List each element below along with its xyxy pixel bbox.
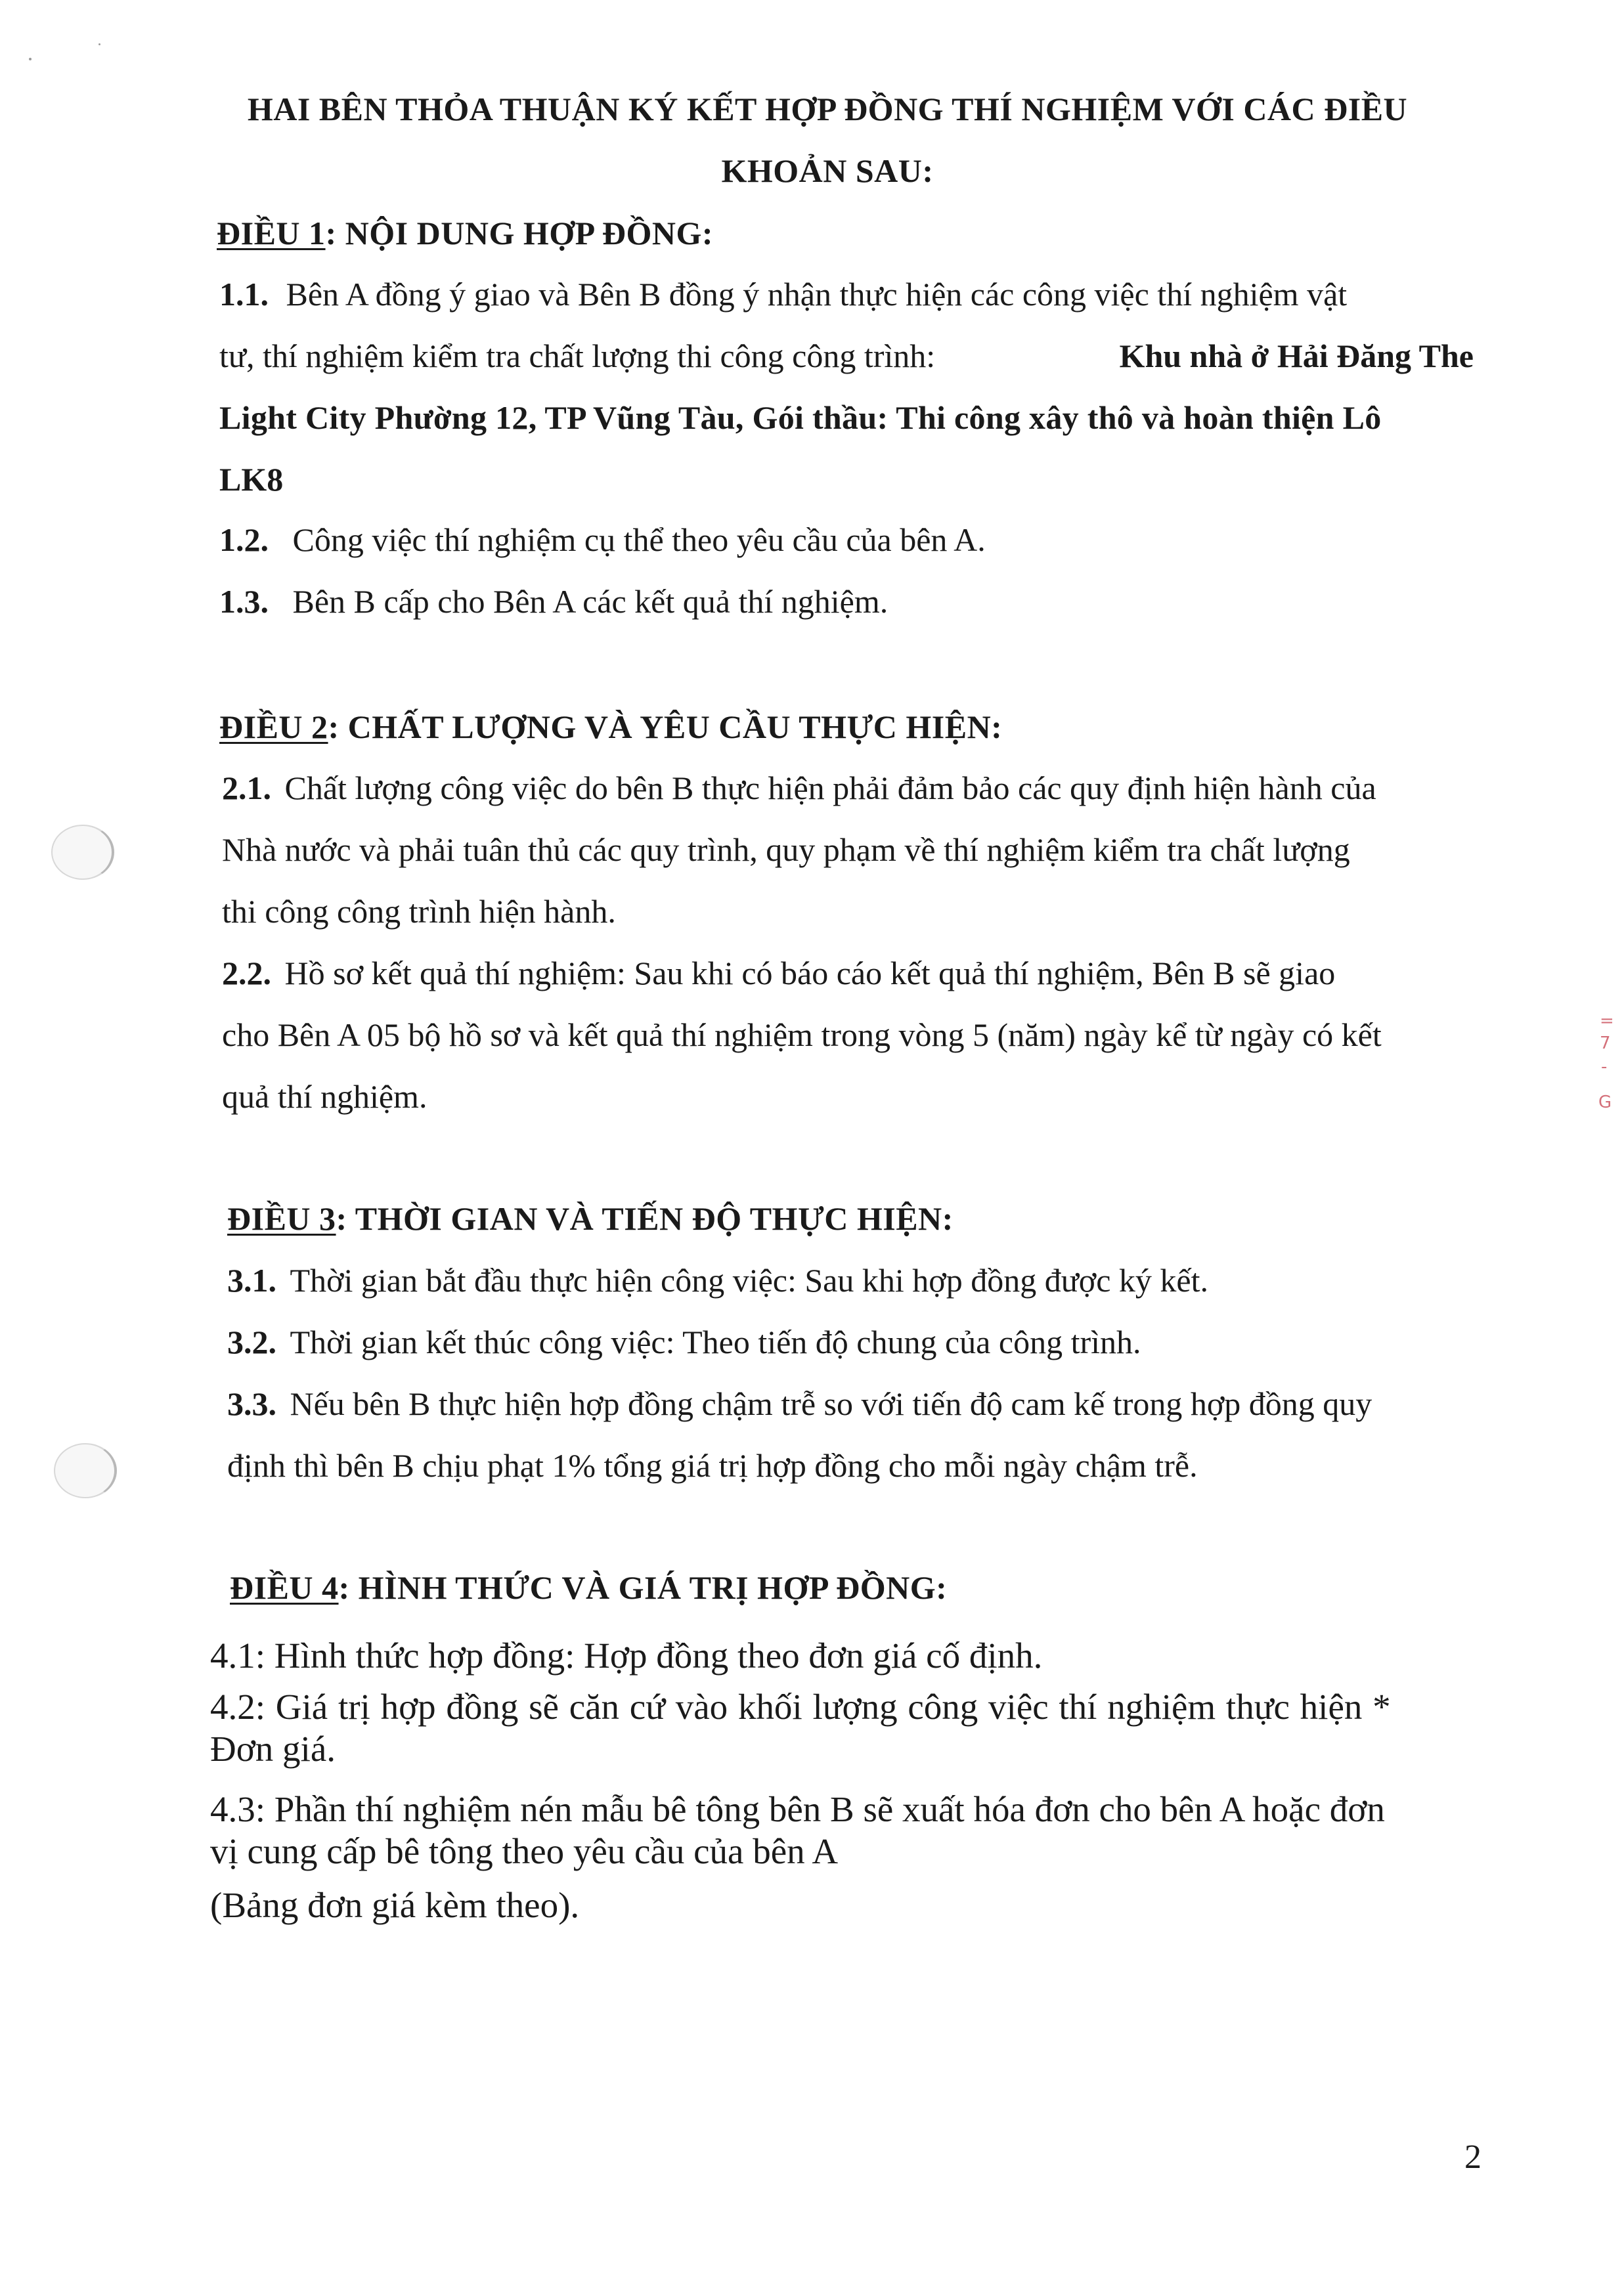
clause-text: Thời gian bắt đầu thực hiện công việc: Sau khi hợp đồng được ký kết.	[290, 1262, 1209, 1299]
clause-4-3-line-3: (Bảng đơn giá kèm theo).	[210, 1885, 580, 1925]
clause-4-2-line-1: 4.2: Giá trị hợp đồng sẽ căn cứ vào khối lượng công việc thí nghiệm thực hiện *	[210, 1687, 1391, 1727]
clause-number: 1.2.	[219, 521, 269, 558]
clause-4-3-line-2: vị cung cấp bê tông theo yêu cầu của bên A	[210, 1831, 839, 1871]
clause-text: Bên B cấp cho Bên A các kết quả thí nghiệm.	[292, 583, 889, 620]
clause-text: Hồ sơ kết quả thí nghiệm: Sau khi có báo cáo kết quả thí nghiệm, Bên B sẽ giao	[284, 955, 1336, 991]
punch-hole-bottom	[54, 1443, 117, 1498]
article-1-heading	[217, 213, 713, 253]
article-2-title: : CHẤT LƯỢNG VÀ YÊU CẦU THỰC HIỆN:	[328, 708, 1003, 745]
clause-text: tư, thí nghiệm kiểm tra chất lượng thi công công trình:	[219, 337, 936, 374]
clause-1-2	[219, 520, 986, 559]
clause-3-3-line-1	[227, 1384, 1372, 1423]
clause-4-1: 4.1: Hình thức hợp đồng: Hợp đồng theo đơn giá cố định.	[210, 1635, 1043, 1676]
clause-1-1-line-1	[219, 274, 1347, 314]
clause-1-3	[219, 582, 888, 621]
article-3-heading	[227, 1199, 954, 1238]
clause-1-1-line-3: Light City Phường 12, TP Vũng Tàu, Gói thầu: Thi công xây thô và hoàn thiện Lô	[219, 399, 1382, 436]
margin-stamp-mark: G	[1598, 1093, 1612, 1112]
clause-2-2-line-2: cho Bên A 05 bộ hồ sơ và kết quả thí nghiệm trong vòng 5 (năm) ngày kể từ ngày có kết	[222, 1016, 1382, 1053]
clause-3-3-line-2: định thì bên B chịu phạt 1% tổng giá trị hợp đồng cho mỗi ngày chậm trễ.	[227, 1447, 1198, 1484]
clause-number: 1.1.	[219, 276, 269, 313]
margin-stamp-mark: -	[1601, 1057, 1608, 1077]
margin-stamp-mark: =	[1600, 1011, 1614, 1031]
article-3-title: : THỜI GIAN VÀ TIẾN ĐỘ THỰC HIỆN:	[336, 1200, 954, 1237]
clause-number: 2.1.	[222, 769, 271, 806]
article-1-title: : NỘI DUNG HỢP ĐỒNG:	[325, 215, 714, 251]
punch-hole-top	[51, 825, 114, 880]
clause-3-2	[227, 1322, 1141, 1362]
clause-number: 3.1.	[227, 1262, 276, 1299]
project-name: Khu nhà ở Hải Đăng The	[1119, 337, 1474, 374]
clause-number: 1.3.	[219, 583, 269, 620]
article-2-heading	[219, 707, 1002, 747]
clause-2-1-line-3: thi công công trình hiện hành.	[222, 893, 616, 930]
scan-speck	[99, 43, 100, 45]
clause-text: Công việc thí nghiệm cụ thể theo yêu cầu của bên A.	[292, 521, 986, 558]
clause-3-1	[227, 1261, 1208, 1300]
document-title-line-1: HAI BÊN THỎA THUẬN KÝ KẾT HỢP ĐỒNG THÍ NGHIỆM VỚI CÁC ĐIỀU	[247, 91, 1408, 127]
clause-1-1-line-2	[219, 336, 1474, 376]
clause-4-3-line-1: 4.3: Phần thí nghiệm nén mẫu bê tông bên B sẽ xuất hóa đơn cho bên A hoặc đơn	[210, 1789, 1385, 1829]
clause-1-1-line-4: LK8	[219, 461, 284, 498]
clause-text: Chất lượng công việc do bên B thực hiện phải đảm bảo các quy định hiện hành của	[284, 769, 1376, 806]
article-4-title: : HÌNH THỨC VÀ GIÁ TRỊ HỢP ĐỒNG:	[338, 1569, 948, 1606]
article-4-label: ĐIỀU 4	[230, 1569, 339, 1606]
clause-2-1-line-1	[222, 768, 1376, 808]
article-3-label: ĐIỀU 3	[227, 1200, 336, 1237]
clause-number: 3.2.	[227, 1324, 276, 1360]
clause-text: Bên A đồng ý giao và Bên B đồng ý nhận thực hiện các công việc thí nghiệm vật	[286, 276, 1348, 313]
clause-4-2-line-2: Đơn giá.	[210, 1729, 336, 1769]
clause-text: Thời gian kết thúc công việc: Theo tiến độ chung của công trình.	[290, 1324, 1141, 1360]
clause-number: 2.2.	[222, 955, 271, 991]
article-1-label: ĐIỀU 1	[217, 215, 326, 251]
clause-number: 3.3.	[227, 1385, 276, 1422]
clause-2-2-line-3: quả thí nghiệm.	[222, 1078, 428, 1115]
scan-speck	[29, 58, 32, 60]
clause-2-1-line-2: Nhà nước và phải tuân thủ các quy trình, quy phạm về thí nghiệm kiểm tra chất lượng	[222, 831, 1350, 868]
margin-stamp-mark: 7	[1600, 1033, 1611, 1053]
article-4-heading	[230, 1568, 947, 1607]
article-2-label: ĐIỀU 2	[219, 708, 328, 745]
page-number: 2	[1464, 2138, 1481, 2176]
clause-2-2-line-1	[222, 953, 1335, 993]
clause-text: Nếu bên B thực hiện hợp đồng chậm trễ so với tiến độ cam kế trong hợp đồng quy	[290, 1385, 1372, 1422]
document-title-line-2: KHOẢN SAU:	[721, 152, 934, 189]
